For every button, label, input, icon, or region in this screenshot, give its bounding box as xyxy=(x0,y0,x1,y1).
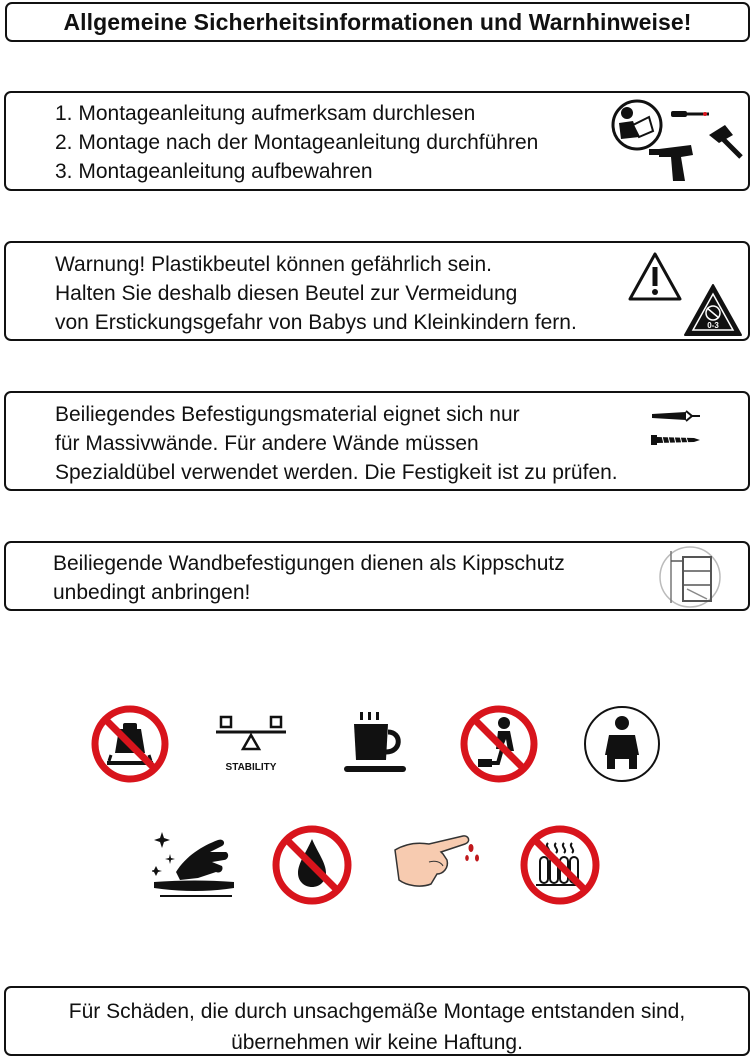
warning-line-1: Warnung! Plastikbeutel können gefährlich sein. xyxy=(55,253,492,276)
material-line-2: für Massivwände. Für andere Wände müssen xyxy=(55,432,479,455)
read-manual-tools-icon xyxy=(609,97,747,187)
wipe-clean-hand-icon xyxy=(152,826,238,902)
assembly-instructions-box xyxy=(4,91,750,191)
stability-symbol xyxy=(212,713,290,777)
page-title: Allgemeine Sicherheitsinformationen und Warnhinweise! xyxy=(63,9,692,35)
no-liquid-icon xyxy=(270,823,354,907)
age-0-3-warning-icon xyxy=(683,283,743,339)
instruction-line-2: 2. Montage nach der Montageanleitung durchführen xyxy=(55,131,539,154)
hot-cup-icon xyxy=(340,708,410,778)
no-sitting-person-icon xyxy=(581,703,663,785)
instruction-line-3: 3. Montageanleitung aufbewahren xyxy=(55,160,373,183)
instruction-line-1: 1. Montageanleitung aufmerksam durchlesen xyxy=(55,102,476,125)
warning-line-2: Halten Sie deshalb diesen Beutel zur Vermeidung xyxy=(55,282,518,305)
disclaimer-line-1: Für Schäden, die durch unsachgemäße Montage entstanden sind, xyxy=(68,1000,686,1023)
anti-tip-line-2: unbedingt anbringen! xyxy=(53,581,251,604)
liability-disclaimer-box xyxy=(4,986,750,1056)
mounting-material-box xyxy=(4,391,750,491)
anti-tip-line-1: Beiliegende Wandbefestigungen dienen als Kippschutz xyxy=(53,552,565,575)
warning-line-3: von Erstickungsgefahr von Babys und Kleinkindern fern. xyxy=(55,311,577,334)
wall-shelf-anchor-icon xyxy=(657,545,723,609)
age-label: 0-3 xyxy=(707,321,719,330)
material-line-1: Beiliegendes Befestigungsmaterial eignet sich nur xyxy=(55,403,520,426)
material-line-3: Spezialdübel verwendet werden. Die Festigkeit ist zu prüfen. xyxy=(55,461,618,484)
warning-triangle-icon xyxy=(627,251,683,303)
dowel-and-screw-icon xyxy=(650,407,702,447)
sharp-edge-finger-icon xyxy=(391,828,483,892)
no-climbing-icon xyxy=(458,703,540,785)
title-box xyxy=(5,2,750,42)
disclaimer-text xyxy=(6,996,748,1058)
anti-tip-box xyxy=(4,541,750,611)
no-heavy-load-icon xyxy=(89,703,171,785)
stability-label: STABILITY xyxy=(225,762,277,773)
disclaimer-line-2: übernehmen wir keine Haftung. xyxy=(231,1031,523,1054)
plastic-bag-warning-box xyxy=(4,241,750,341)
no-heating-icon xyxy=(518,823,602,907)
seesaw-balance-icon xyxy=(212,713,290,759)
